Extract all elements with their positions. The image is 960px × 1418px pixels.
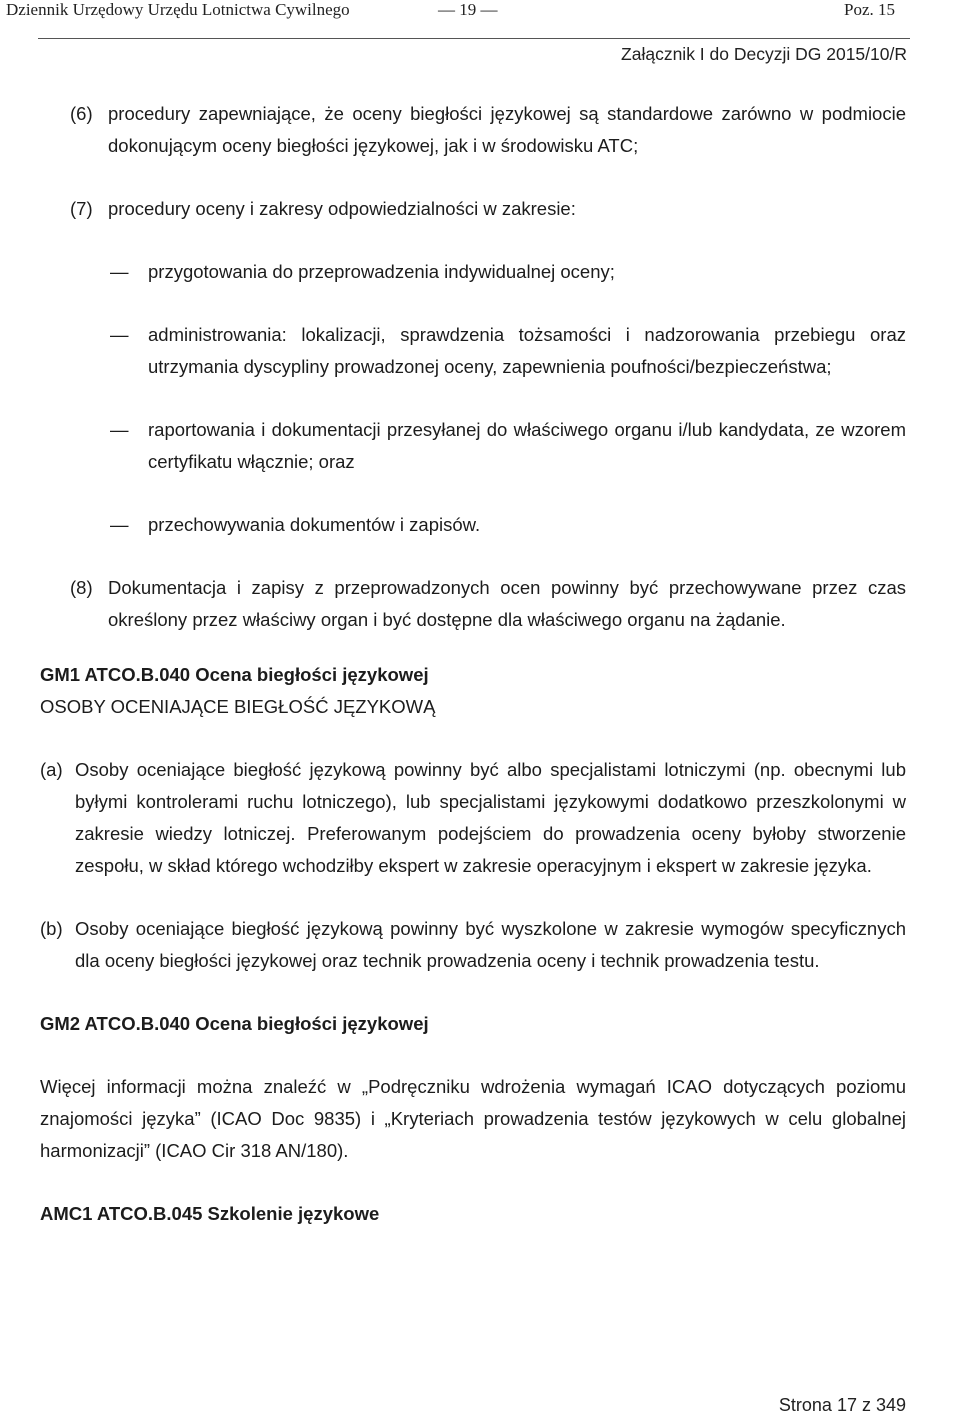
dash-item-text: administrowania: lokalizacji, sprawdzenia tożsamości i nadzorowania przebiegu oraz utrzymania dyscypliny prowadzonej oceny, zapewnienia poufności/bezpieczeństwa;	[148, 324, 906, 377]
gazette-page-number: — 19 —	[438, 0, 498, 19]
dash-item-administration	[40, 319, 906, 383]
dash-item-reporting	[40, 414, 906, 478]
gm1-item-b-label: (b)	[40, 918, 63, 939]
header-rule	[38, 38, 910, 39]
gazette-position: Poz. 15	[844, 0, 895, 19]
item-8-text: Dokumentacja i zapisy z przeprowadzonych ocen powinny być przechowywane przez czas określony przez właściwy organ i być dostępne dla właściwego organu na żądanie.	[108, 577, 906, 630]
dash-marker: —	[110, 514, 129, 535]
dash-item-preparation	[40, 256, 906, 288]
item-8	[40, 572, 906, 636]
gm2-text: Więcej informacji można znaleźć w „Podręczniku wdrożenia wymagań ICAO dotyczących poziomu znajomości języka” (ICAO Doc 9835) i „Kryteriach prowadzenia testów językowych w celu globalnej harmonizacji” (ICAO Cir 318 AN/180).	[40, 1076, 906, 1161]
annex-reference: Załącznik I do Decyzji DG 2015/10/R	[621, 44, 907, 64]
gm1-item-a-text: Osoby oceniające biegłość językową powinny być albo specjalistami lotniczymi (np. obecnymi lub byłymi kontrolerami ruchu lotniczego), lub specjalistami językowymi dodatkowo przeszkolonymi w zakresie wiedzy lotniczej. Preferowanym podejściem do prowadzenia oceny byłoby stworzenie zespołu, w skład którego wchodziłby ekspert w zakresie operacyjnym i ekspert w zakresie języka.	[75, 759, 906, 876]
amc1-heading: AMC1 ATCO.B.045 Szkolenie językowe	[40, 1203, 380, 1224]
item-7-label: (7)	[70, 198, 93, 219]
dash-item-text: raportowania i dokumentacji przesyłanej do właściwego organu i/lub kandydata, ze wzorem certyfikatu włącznie; oraz	[148, 419, 906, 472]
gm1-item-a	[40, 754, 906, 882]
item-6	[40, 98, 906, 162]
item-7-text: procedury oceny i zakresy odpowiedzialności w zakresie:	[108, 198, 576, 219]
item-7	[40, 193, 906, 225]
dash-marker: —	[110, 324, 129, 345]
gazette-title: Dziennik Urzędowy Urzędu Lotnictwa Cywilnego	[6, 0, 350, 19]
dash-item-archiving	[40, 509, 906, 541]
item-8-label: (8)	[70, 577, 93, 598]
item-6-label: (6)	[70, 103, 93, 124]
dash-marker: —	[110, 419, 129, 440]
dash-marker: —	[110, 261, 129, 282]
document-body	[40, 98, 906, 1230]
gazette-header	[0, 0, 960, 22]
gm2-heading: GM2 ATCO.B.040 Ocena biegłości językowej	[40, 1013, 429, 1034]
page-footer: Strona 17 z 349	[778, 1395, 906, 1415]
gm1-item-a-label: (a)	[40, 759, 63, 780]
dash-item-text: przygotowania do przeprowadzenia indywidualnej oceny;	[148, 261, 615, 282]
dash-item-text: przechowywania dokumentów i zapisów.	[148, 514, 481, 535]
gm1-item-b-text: Osoby oceniające biegłość językową powinny być wyszkolone w zakresie wymogów specyficznych dla oceny biegłości językowej oraz technik prowadzenia oceny i technik prowadzenia testu.	[75, 918, 906, 971]
gm1-heading: GM1 ATCO.B.040 Ocena biegłości językowej	[40, 664, 429, 685]
item-6-text: procedury zapewniające, że oceny biegłości językowej są standardowe zarówno w podmiocie dokonującym oceny biegłości językowej, jak i w środowisku ATC;	[108, 103, 906, 156]
gm1-subheading: OSOBY OCENIAJĄCE BIEGŁOŚĆ JĘZYKOWĄ	[40, 696, 436, 717]
gm1-item-b	[40, 913, 906, 977]
